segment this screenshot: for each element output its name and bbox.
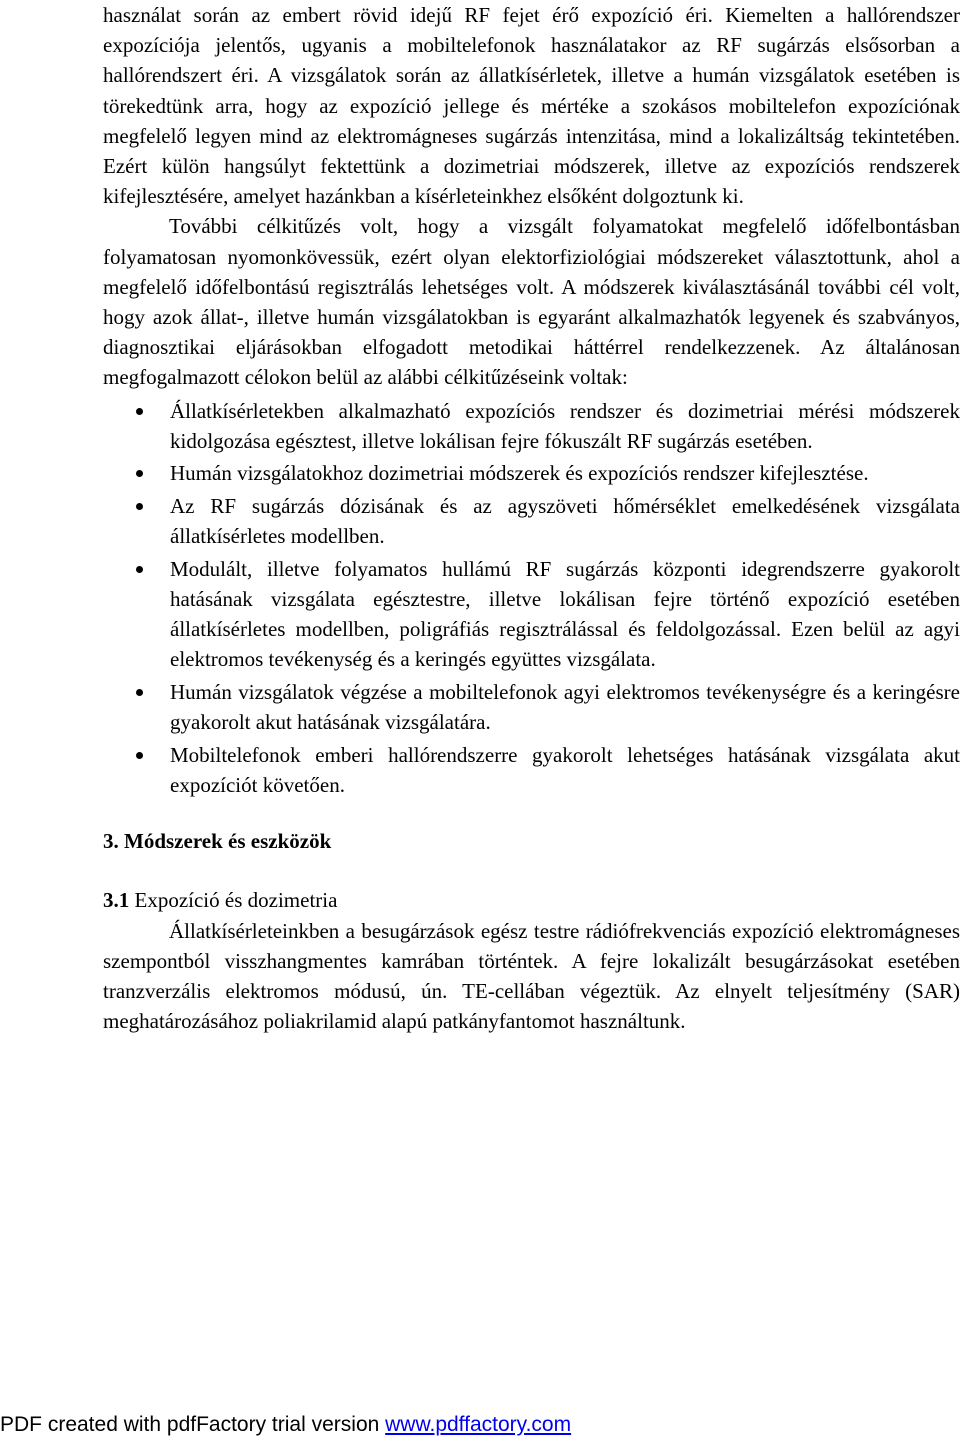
section-heading: 3. Módszerek és eszközök [103,829,332,854]
list-item-text: Humán vizsgálatokhoz dozimetriai módszerek és expozíciós rendszer kifejlesztése. [170,461,869,486]
list-item-text: Modulált, illetve folyamatos hullámú RF sugárzás központi idegrendszerre gyakorolt hatásának vizsgálata egésztestre, illetve lokálisan fejre történő expozíció esetében állatkísérletes modellben, poligráfiás regisztrálással és feldolgozással. Ezen belül az agyi elektromos tevékenység és a keringés együttes vizsgálata. [170,556,960,672]
list-item-text: Állatkísérletekben alkalmazható expozíciós rendszer és dozimetriai mérési módszerek kidolgozása egésztest, illetve lokálisan fejre fókuszált RF sugárzás esetében. [170,398,960,453]
body-paragraph-3: Állatkísérleteinkben a besugárzások egész testre rádiófrekvenciás expozíció elektromágneses szempontból visszhangmentes kamrában történtek. A fejre lokalizált besugárzásokat esetében tranzverzális elektromos módusú, ún. TE-cellában végeztük. Az elnyelt teljesítmény (SAR) meghatározásához poliakrilamid alapú patkányfantomot használtunk. [103,918,960,1034]
footer-text: PDF created with pdfFactory trial version [0,1413,386,1436]
subsection-heading [103,885,960,915]
list-item [103,396,960,456]
bullet-icon [136,689,143,696]
bullet-icon [136,470,143,477]
list-item-text: Mobiltelefonok emberi hallórendszerre gyakorolt lehetséges hatásának vizsgálata akut expozíciót követően. [170,742,960,798]
subsection-number: 3.1 [103,888,130,913]
body-paragraph-1: használat során az embert rövid idejű RF fejet érő expozíció éri. Kiemelten a hallórendszer expozíciója jelentős, ugyanis a mobiltelefonok használatakor az RF sugárzás elsősorban a hallórendszert éri. A vizsgálatok során az állatkísérletek, illetve a humán vizsgálatok esetében is törekedtünk arra, hogy az expozíció jellege és mértéke a szokásos mobiltelefon expozíciónak megfelelő legyen mind az elektromágneses sugárzás intenzitása, mind a lokalizáltság tekintetében. Ezért külön hangsúlyt fektettünk a dozimetriai módszerek, illetve az expozíciós rendszerek kifejlesztésére, amelyet hazánkban a kísérleteinkhez elsőként dolgoztunk ki. [103,3,960,209]
bullet-icon [136,566,143,573]
objectives-list [103,396,960,801]
list-item-text: Az RF sugárzás dózisának és az agyszöveti hőmérséklet emelkedésének vizsgálata állatkísérletes modellben. [170,494,960,549]
bullet-icon [136,408,143,415]
bullet-icon [136,503,143,510]
list-item-text: Humán vizsgálatok végzése a mobiltelefonok agyi elektromos tevékenységre és a keringésre gyakorolt akut hatásának vizsgálatára. [170,680,960,735]
list-item [103,458,960,488]
body-paragraph-2: További célkitűzés volt, hogy a vizsgált folyamatokat megfelelő időfelbontásban folyamatosan nyomonkövessük, ezért olyan elektorfiziológiai módszereket választottunk, ahol a megfelelő időfelbontású regisztrálás lehetséges volt. A módszerek kiválasztásánál további cél volt, hogy azok állat-, illetve humán vizsgálatokban is egyaránt alkalmazhatók legyenek és szabványos, diagnosztikai eljárásokban elfogadott metodikai háttérrel rendelkezzenek. Az általánosan megfogalmazott célokon belül az alábbi célkitűzéseink voltak: [103,214,960,390]
subsection-title: Expozíció és dozimetria [129,888,338,913]
pdf-footer [0,1412,571,1438]
document-page [103,0,960,1036]
list-item [103,677,960,737]
bullet-icon [136,752,143,759]
footer-link[interactable]: www.pdffactory.com [385,1413,572,1436]
list-item [103,740,960,800]
list-item [103,554,960,675]
list-item [103,491,960,551]
